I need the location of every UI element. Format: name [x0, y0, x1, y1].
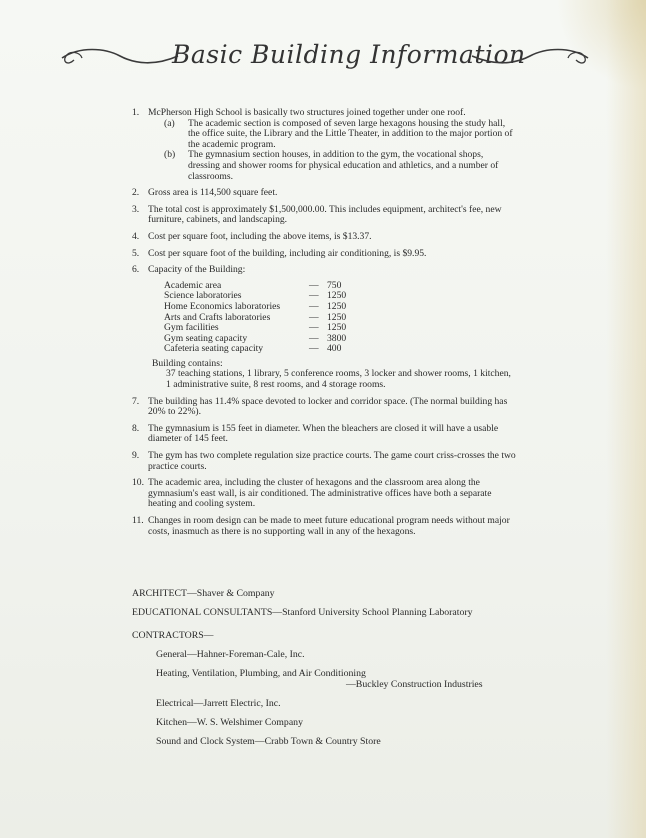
capacity-value: 750: [327, 279, 342, 291]
capacity-dash: —: [309, 300, 319, 312]
building-contains-text: 37 teaching stations, 1 library, 5 conference rooms, 3 locker and shower rooms, 1 kitchen, 1 administrative suite, 8 rest rooms, and 4 storage rooms.: [166, 368, 511, 391]
page-title: Basic Building Information: [172, 40, 526, 69]
item-number: 9.: [132, 450, 140, 462]
sub-item-text: The academic section is composed of seven large hexagons housing the study hall, the office suite, the Library and the Little Theater, in addition to the major portion of the academic program.: [188, 117, 513, 150]
capacity-dash: —: [309, 322, 319, 334]
item-number: 5.: [132, 247, 140, 259]
item-number: 10.: [132, 477, 144, 489]
item-number: 8.: [132, 422, 140, 434]
item-number: 7.: [132, 395, 140, 407]
item-text: The gym has two complete regulation size practice courts. The game court criss-crosses the two practice courts.: [148, 450, 516, 472]
left-flourish-icon: [60, 44, 180, 70]
contractor-sound: Sound and Clock System—Crabb Town & Country Store: [156, 736, 381, 747]
capacity-dash: —: [309, 279, 319, 291]
capacity-value: 1250: [327, 311, 347, 323]
capacity-value: 400: [327, 343, 342, 355]
list-item: [132, 232, 517, 243]
capacity-row: [164, 344, 517, 355]
capacity-dash: —: [309, 332, 319, 344]
capacity-dash: —: [309, 343, 319, 355]
list-item: [132, 451, 517, 472]
sub-item-text: The gymnasium section houses, in addition to the gym, the vocational shops, dressing and shower rooms for physical education and athletics, and a number of classrooms.: [188, 149, 499, 182]
capacity-value: 1250: [327, 290, 347, 302]
page-header: [60, 36, 590, 86]
sub-item-label: (b): [164, 149, 176, 161]
sub-item: [164, 150, 517, 182]
item-text: Capacity of the Building:: [148, 264, 246, 276]
item-text: Gross area is 114,500 square feet.: [148, 187, 278, 199]
capacity-label: Science laboratories: [164, 290, 242, 302]
building-contains: [152, 359, 517, 391]
capacity-value: 3800: [327, 332, 347, 344]
item-number: 2.: [132, 187, 140, 199]
item-text: Changes in room design can be made to meet future educational program needs without major costs, inasmuch as there is no supporting wall in any of the hexagons.: [148, 515, 510, 537]
item-number: 1.: [132, 107, 140, 118]
item-text: The total cost is approximately $1,500,000.00. This includes equipment, architect's fee, new furniture, cabinets, and landscaping.: [148, 203, 502, 226]
building-contains-heading: Building contains:: [152, 357, 223, 369]
architect-credit: ARCHITECT—Shaver & Company: [132, 588, 275, 599]
list-item: [132, 397, 517, 418]
item-number: 11.: [132, 515, 144, 526]
capacity-label: Arts and Crafts laboratories: [164, 311, 271, 323]
sub-item: [164, 119, 517, 151]
list-item: [132, 424, 517, 445]
capacity-label: Academic area: [164, 279, 222, 291]
capacity-value: 1250: [327, 300, 347, 312]
consultants-credit: EDUCATIONAL CONSULTANTS—Stanford University School Planning Laboratory: [132, 607, 473, 618]
item-text: Cost per square foot, including the above items, is $13.37.: [148, 230, 372, 242]
list-item: [132, 265, 517, 391]
right-flourish-icon: [470, 44, 590, 70]
list-item: [132, 108, 517, 182]
capacity-dash: —: [309, 290, 319, 302]
capacity-table: [164, 281, 517, 355]
capacity-label: Gym facilities: [164, 322, 219, 334]
item-number: 6.: [132, 264, 140, 276]
contractor-heating: Heating, Ventilation, Plumbing, and Air Conditioning: [156, 668, 366, 679]
list-item: [132, 516, 517, 537]
item-text: The gymnasium is 155 feet in diameter. When the bleachers are closed it will have a usable diameter of 145 feet.: [148, 422, 499, 445]
list-item: [132, 478, 517, 510]
item-number: 3.: [132, 203, 140, 215]
contractor-electrical: Electrical—Jarrett Electric, Inc.: [156, 698, 281, 709]
item-number: 4.: [132, 230, 140, 242]
contractor-general: General—Hahner-Foreman-Cale, Inc.: [156, 649, 305, 660]
capacity-label: Home Economics laboratories: [164, 300, 281, 312]
capacity-label: Gym seating capacity: [164, 332, 248, 344]
item-text: Cost per square foot of the building, including air conditioning, is $9.95.: [148, 247, 427, 259]
capacity-dash: —: [309, 311, 319, 323]
sub-item-label: (a): [164, 117, 175, 129]
list-item: [132, 205, 517, 226]
capacity-value: 1250: [327, 322, 347, 334]
item-text: The building has 11.4% space devoted to locker and corridor space. (The normal building has 20% to 22%).: [148, 395, 508, 418]
contractor-kitchen: Kitchen—W. S. Welshimer Company: [156, 717, 303, 728]
list-item: [132, 188, 517, 199]
paper-aging-edge: [606, 0, 646, 838]
contractors-heading: CONTRACTORS—: [132, 630, 214, 641]
item-text: The academic area, including the cluster of hexagons and the classroom area along the gymnasium's east wall, is air conditioned. The administrative offices have both a separate heating and cooling system.: [148, 477, 492, 510]
numbered-list: [132, 108, 517, 543]
list-item: [132, 249, 517, 260]
capacity-row: [164, 302, 517, 313]
contractor-heating-company: —Buckley Construction Industries: [346, 679, 483, 690]
item-text: McPherson High School is basically two structures joined together under one roof.: [148, 107, 466, 118]
capacity-label: Cafeteria seating capacity: [164, 343, 264, 355]
credits-section: [132, 588, 522, 755]
